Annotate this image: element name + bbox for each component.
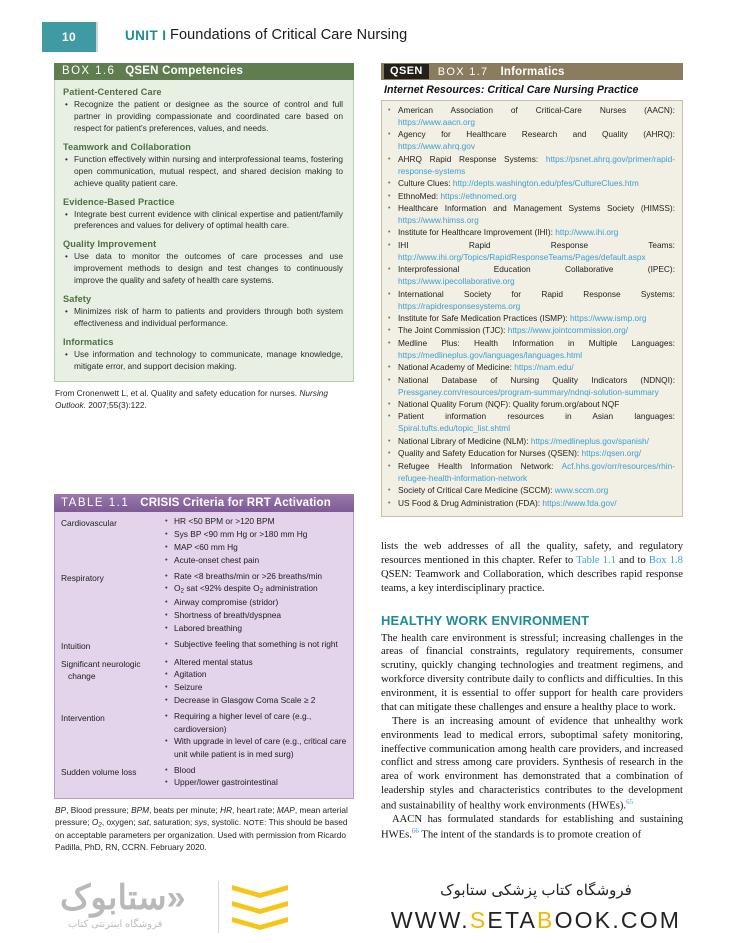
bullet-text: Minimizes risk of harm to patients and providers through both system effectiveness and individual performance. — [74, 306, 343, 329]
resource-label: National Library of Medicine (NLM): — [398, 435, 531, 446]
table-row-label: Respiratory — [61, 572, 104, 583]
box-1-6-section-heading: Evidence-Based Practice — [63, 196, 175, 207]
box-1-7-title: Informatics — [500, 65, 565, 78]
table-row-label: Intervention — [61, 713, 105, 724]
footnote-note-label: NOTE: — [243, 818, 267, 828]
resource-label: Interprofessional Education Collaborative (IPEC): — [398, 264, 675, 275]
page-number: 10 — [42, 22, 96, 52]
criteria-text: With upgrade in level of care (e.g., critical care unit while patient is in med surg) — [174, 736, 347, 759]
resource-label: National Academy of Medicine: — [398, 362, 515, 373]
section-heading-healthy-work-environment: HEALTHY WORK ENVIRONMENT — [381, 612, 590, 628]
resource-label: Medline Plus: Health Information in Multiple Languages: — [398, 337, 675, 348]
box-1-6-bullet — [65, 306, 343, 330]
source-journal: Nursing Outlook. — [55, 388, 329, 411]
criteria-text: Upper/lower gastrointestinal — [174, 777, 278, 788]
resource-text — [398, 289, 675, 313]
box-1-6-source — [55, 387, 355, 411]
page-header — [0, 22, 737, 52]
criteria-text: Seizure — [174, 682, 203, 693]
resource-list-item — [388, 362, 675, 374]
resource-text — [398, 325, 675, 337]
criteria-item — [165, 694, 347, 707]
resource-list-item — [388, 485, 675, 497]
bullet-marker-icon: • — [388, 327, 391, 335]
resource-label: EthnoMed: — [398, 190, 441, 201]
resource-label: Healthcare Information and Management Systems Society (HIMSS): — [398, 203, 675, 213]
para1-part-b: and to — [615, 554, 649, 566]
resource-list-item — [388, 375, 675, 399]
resource-text — [398, 240, 675, 264]
resource-text — [398, 105, 675, 129]
resource-list-item — [388, 203, 675, 227]
footer-watermark — [0, 871, 737, 943]
para4-text-a: AACN has formulated standards for establishing and sustaining HWEs. — [381, 814, 683, 841]
criteria-text: $O_2$ sat <92% despite $O_2$ administration — [174, 583, 318, 595]
criteria-text: Airway compromise (stridor) — [174, 597, 279, 608]
bullet-marker-icon: • — [165, 610, 168, 620]
resource-label: AHRQ Rapid Response Systems: — [398, 153, 546, 164]
footnote-note: This should be based on acceptable parameters per organization. — [55, 817, 348, 841]
resource-label: Culture Clues: — [398, 178, 453, 189]
source-text-b: 2007;55(3):122. — [85, 400, 147, 411]
box-1-6-body — [54, 80, 354, 382]
table-row-criteria — [165, 638, 347, 653]
bullet-text: Use information and technology to communicate, manage knowledge, mitigate error, and support decision making. — [74, 348, 343, 371]
bullet-marker-icon: • — [165, 682, 168, 692]
bullet-marker-icon: • — [388, 241, 391, 249]
table-1-1-title: CRISIS Criteria for RRT Activation — [140, 497, 331, 509]
chevron-icon-2 — [232, 901, 288, 914]
criteria-item — [165, 710, 347, 735]
resource-list-item — [388, 129, 675, 153]
source-text-a: From Cronenwett L, et al. Quality and safety education for nurses. — [55, 388, 300, 398]
box-1-6-section-heading: Safety — [63, 294, 92, 305]
paragraph-resources — [381, 540, 683, 596]
bullet-marker-icon: • — [165, 583, 168, 593]
box-1-6-bullet — [65, 99, 343, 135]
criteria-item — [165, 609, 347, 622]
resource-text — [398, 448, 675, 460]
resource-list-item — [388, 498, 675, 510]
resource-url-link[interactable]: http://depts.washington.edu/pfes/CultureClues.htm — [452, 178, 639, 189]
criteria-text: Sys BP <90 mm Hg or >180 mm Hg — [174, 528, 308, 539]
bullet-marker-icon: • — [165, 669, 168, 679]
bullet-marker-icon: • — [388, 229, 391, 237]
bullet-marker-icon: • — [165, 764, 168, 774]
resource-label: IHI Rapid Response Teams: — [398, 239, 675, 250]
table-row-label: Sudden volume loss — [61, 766, 137, 777]
bullet-marker-icon: • — [165, 541, 168, 551]
resource-list-item — [388, 191, 675, 203]
table-row — [61, 764, 347, 790]
url-letter-s: S — [469, 907, 488, 933]
bullet-marker-icon: • — [165, 597, 168, 607]
bullet-marker-icon: • — [65, 252, 68, 262]
logo-wordmark-text: ستابوک — [60, 879, 167, 917]
resource-url-link[interactable]: https://nam.edu/ — [514, 362, 574, 373]
resource-list-item — [388, 105, 675, 129]
bullet-marker-icon: • — [388, 290, 391, 298]
bullet-marker-icon: • — [388, 107, 391, 114]
bullet-marker-icon: • — [388, 450, 391, 458]
unit-label: UNIT I — [125, 28, 167, 43]
resource-text — [398, 411, 675, 435]
bullet-marker-icon: • — [65, 307, 68, 317]
criteria-item — [165, 764, 347, 777]
box-1-6-section-heading: Informatics — [63, 336, 114, 347]
resource-label: Patient information resources in Asian languages: — [398, 411, 675, 422]
bullet-marker-icon: • — [165, 623, 168, 633]
bullet-marker-icon: • — [388, 487, 391, 495]
criteria-item — [165, 528, 347, 541]
resource-url-link[interactable]: https://www.ahrq.gov — [398, 141, 476, 152]
paragraph-aacn-standards — [381, 813, 683, 842]
resource-list-item — [388, 325, 675, 337]
resource-url-link[interactable]: https://www.fda.gov/ — [542, 497, 617, 508]
para1-part-a: lists the web addresses of all the quality, safety, and regulatory resources mentioned in this chapter. Refer to — [381, 541, 683, 566]
bullet-text: Integrate best current evidence with clinical expertise and patient/family preferences and values for delivery of optimal health care. — [74, 208, 343, 231]
criteria-text: Agitation — [174, 669, 207, 680]
bullet-marker-icon: • — [165, 638, 168, 648]
criteria-item — [165, 515, 347, 528]
resource-text — [398, 154, 675, 178]
bullet-marker-icon: • — [388, 413, 391, 421]
resource-text — [398, 436, 675, 448]
bullet-marker-icon: • — [388, 339, 391, 347]
criteria-item — [165, 541, 347, 554]
resource-list-item — [388, 461, 675, 485]
bullet-marker-icon: • — [388, 155, 391, 163]
criteria-text: Labored breathing — [174, 623, 242, 634]
resource-url-link[interactable]: www.sccm.org — [554, 485, 609, 496]
resource-text — [398, 203, 675, 227]
resource-text — [398, 191, 675, 203]
criteria-item — [165, 622, 347, 635]
table-1-1-header — [54, 494, 354, 512]
bullet-marker-icon: • — [165, 777, 168, 787]
bullet-marker-icon: • — [388, 131, 391, 139]
resource-list-item — [388, 289, 675, 313]
footer-branding — [371, 879, 701, 934]
bullet-marker-icon: • — [165, 695, 168, 705]
bullet-marker-icon: • — [388, 266, 391, 274]
footer-url[interactable] — [371, 907, 701, 934]
resource-url-link[interactable]: https://www.jointcommission.org/ — [507, 325, 629, 336]
url-part-1: WWW. — [390, 907, 470, 933]
box-1-7-subtitle: Internet Resources: Critical Care Nursing Practice — [384, 84, 639, 96]
resource-label: Quality and Safety Education for Nurses (QSEN): — [398, 448, 582, 459]
criteria-text: Rate <8 breaths/min or >26 breaths/min — [174, 570, 323, 581]
criteria-text: Acute-onset chest pain — [174, 554, 260, 565]
table-row-label: Cardiovascular — [61, 518, 117, 528]
table-row — [61, 570, 347, 635]
bullet-marker-icon: • — [388, 401, 391, 408]
resource-label: The Joint Commission (TJC): — [398, 325, 508, 336]
xref-table-1-1[interactable]: Table 1.1 — [576, 554, 616, 566]
resource-label: National Quality Forum (NQF): Quality forum.org/about NQF — [398, 399, 620, 409]
table-row — [61, 710, 347, 760]
criteria-text: HR <50 BPM or >120 BPM — [174, 516, 275, 526]
logo-divider — [218, 881, 219, 933]
resource-list-item — [388, 411, 675, 435]
criteria-item — [165, 554, 347, 567]
table-row-criteria — [165, 515, 347, 567]
table-1-1-body — [54, 512, 354, 799]
resource-text — [398, 362, 675, 374]
table-row-criteria — [165, 764, 347, 790]
resource-url-link[interactable]: Pressganey.com/resources/program-summary/ndnqi-solution-summary — [398, 386, 659, 397]
bullet-marker-icon: • — [165, 736, 168, 746]
footer-tagline: فروشگاه کتاب پزشکی ستابوک — [440, 882, 632, 899]
resource-url-link[interactable]: https://rapidresponsesystems.org — [398, 300, 521, 311]
resource-text — [398, 461, 675, 485]
bullet-text: Recognize the patient or designee as the source of control and full partner in providing compassionate and coordinated care based on respect for patient's preferences, values, and needs. — [74, 99, 343, 133]
resource-url-link[interactable]: https://www.aacn.org — [398, 116, 476, 127]
paragraph-hwe-intro: The health care environment is stressful; increasing challenges in the areas of financial constraints, regulatory requirements, consumer scrutiny, quickly changing technologies and treatment regimens, and workforce diversity contribute daily to conflicts and difficulties. In this environment, it is essential to offer support for health care providers that can mitigate these challenges and ensure a healthy place to work. — [381, 632, 683, 713]
resource-url-link[interactable]: https://medlineplus.gov/languages/languages.html — [398, 349, 583, 360]
resource-list-item — [388, 264, 675, 288]
criteria-item — [165, 776, 347, 789]
box-1-6-bullet — [65, 349, 343, 373]
bullet-marker-icon: • — [388, 180, 391, 188]
resource-text — [398, 227, 675, 239]
bullet-marker-icon: • — [165, 570, 168, 580]
chevron-icon-3 — [232, 917, 288, 930]
bullet-marker-icon: • — [388, 314, 391, 322]
resource-list-item — [388, 436, 675, 448]
url-letter-b: B — [537, 907, 555, 933]
resource-url-link[interactable]: http://www.ihi.org — [555, 227, 619, 238]
resource-url-link[interactable]: Acf.hhs.gov/orr/resources/rhin-refugee-health-information-network — [398, 460, 675, 483]
para3-text: There is an increasing amount of evidence that unhealthy work environments lead to medical errors, suboptimal safety monitoring, ineffective communication among health care providers, and increased conflict and stress among care providers. Synthesis of research in the area of work environment has demonstrated that a combination of leadership styles and characteristics contributes to the development and sustainability of healthy work environments (HWEs). — [381, 715, 683, 812]
resource-url-link[interactable]: https://www.himss.org — [398, 214, 479, 225]
resource-text — [398, 129, 675, 153]
criteria-item — [165, 582, 347, 596]
resource-list-item — [388, 154, 675, 178]
bullet-marker-icon: • — [165, 554, 168, 564]
resource-label: US Food & Drug Administration (FDA): — [398, 497, 543, 508]
criteria-text: Decrease in Glasgow Coma Scale ≥ 2 — [174, 695, 316, 706]
bullet-marker-icon: • — [165, 711, 168, 721]
bullet-marker-icon: • — [65, 209, 68, 219]
criteria-item — [165, 638, 347, 651]
resource-url-link[interactable]: https://www.ismp.org — [570, 312, 647, 323]
resource-list-item — [388, 338, 675, 362]
xref-box-1-8[interactable]: Box 1.8 — [648, 554, 683, 566]
resource-text — [398, 375, 675, 399]
criteria-item — [165, 735, 347, 760]
resource-url-link[interactable]: Spiral.tufts.edu/topic_list.shtml — [398, 423, 511, 434]
resource-url-link[interactable]: https://medlineplus.gov/spanish/ — [530, 435, 649, 446]
footnote-ref-65[interactable]: 65 — [626, 798, 634, 806]
criteria-text: Requiring a higher level of care (e.g., cardioversion) — [174, 711, 312, 734]
bullet-marker-icon: • — [388, 499, 391, 507]
resource-text — [398, 399, 675, 411]
criteria-text: Shortness of breath/dyspnea — [174, 610, 282, 621]
criteria-item — [165, 570, 347, 583]
url-part-3: OOK.COM — [554, 907, 682, 933]
resource-list-item — [388, 240, 675, 264]
resource-label: Institute for Safe Medication Practices (ISMP): — [398, 312, 570, 323]
table-row-label: Intuition — [61, 640, 91, 651]
bullet-marker-icon: • — [65, 100, 68, 109]
box-1-7-header — [381, 63, 683, 80]
criteria-item — [165, 681, 347, 694]
resource-label: National Database of Nursing Quality Indicators (NDNQI): — [398, 374, 675, 385]
criteria-text: MAP <60 mm Hg — [174, 541, 238, 552]
resource-label: Agency for Healthcare Research and Quality (AHRQ): — [398, 129, 675, 140]
resource-label: Institute for Healthcare Improvement (IHI): — [398, 227, 556, 238]
box-1-7-number: BOX 1.7 — [437, 65, 489, 78]
box-1-6 — [54, 63, 354, 382]
para4-text-b: The intent of the standards is to promote creation of — [418, 829, 642, 841]
box-1-6-bullet — [65, 209, 343, 233]
table-1-1-number: TABLE 1.1 — [61, 497, 130, 509]
box-1-6-header — [54, 63, 354, 80]
resource-url-link[interactable]: http://www.ihi.org/Topics/RapidResponseTeams/Pages/default.aspx — [398, 251, 646, 262]
bullet-marker-icon: • — [388, 376, 391, 384]
bullet-marker-icon: • — [388, 205, 391, 212]
criteria-text: Blood — [174, 764, 196, 775]
resource-label: International Society for Rapid Response Systems: — [398, 288, 675, 299]
box-1-7 — [381, 63, 683, 517]
box-1-6-section-heading: Quality Improvement — [63, 239, 157, 250]
resource-list-item — [388, 448, 675, 460]
resource-url-link[interactable]: https://ethnomed.org — [440, 190, 517, 201]
table-row-criteria — [165, 570, 347, 635]
table-row — [61, 515, 347, 567]
resource-url-link[interactable]: https://www.ipecollaborative.org — [398, 276, 515, 287]
bullet-marker-icon: • — [65, 154, 68, 164]
bullet-marker-icon: • — [165, 656, 168, 666]
resource-text — [398, 264, 675, 288]
resource-list-item — [388, 399, 675, 411]
resource-label: Refugee Health Information Network: — [398, 460, 562, 471]
setabook-logo — [60, 877, 300, 939]
box-1-6-title: QSEN Competencies — [125, 65, 244, 77]
bullet-marker-icon: • — [388, 462, 391, 470]
resource-text — [398, 178, 675, 190]
resource-url-link[interactable]: https://qsen.org/ — [581, 448, 642, 459]
footnote-permission: Used with permission from Ricardo Padilla, PhD, RN, CCRN. February 2020. — [55, 830, 347, 853]
criteria-item — [165, 656, 347, 669]
logo-subtitle: فروشگاه اینترنتی کتاب — [68, 919, 163, 930]
table-row — [61, 656, 347, 708]
right-column-text — [381, 540, 683, 843]
bullet-text: Function effectively within nursing and interprofessional teams, fostering open communication, mutual respect, and shared decision making to achieve quality patient care. — [74, 153, 343, 188]
box-1-6-bullet — [65, 154, 343, 190]
resource-label: Society of Critical Care Medicine (SCCM): — [398, 485, 555, 496]
criteria-item — [165, 596, 347, 609]
table-1-1 — [54, 494, 354, 799]
url-part-2: ETA — [487, 907, 538, 933]
box-1-6-section-heading: Patient-Centered Care — [63, 87, 162, 97]
table-row-criteria — [165, 710, 347, 760]
unit-title: Foundations of Critical Care Nursing — [170, 27, 408, 43]
box-1-6-bullet — [65, 251, 343, 287]
chevron-icon-1 — [232, 885, 288, 898]
resource-text — [398, 313, 675, 325]
table-row-criteria — [165, 656, 347, 708]
resource-text — [398, 485, 675, 497]
box-1-6-number: BOX 1.6 — [62, 65, 116, 77]
resource-text — [398, 498, 675, 510]
criteria-text: Altered mental status — [174, 656, 253, 667]
table-row — [61, 638, 347, 653]
resource-list-item — [388, 313, 675, 325]
resource-text — [398, 338, 675, 362]
bullet-marker-icon: • — [388, 364, 391, 372]
resource-url-link[interactable]: https://psnet.ahrq.gov/primer/rapid-response-systems — [398, 153, 675, 176]
footnote-abbreviations: BP, Blood pressure; BPM, beats per minute; HR, heart rate; MAP, mean arterial pressure; $O_2$, oxygen; sat, saturation; sys, systolic. — [55, 805, 348, 829]
bullet-marker-icon: • — [165, 528, 168, 538]
resource-list-item — [388, 227, 675, 239]
footnote-ref-66[interactable]: 66 — [411, 827, 419, 836]
resource-list-item — [388, 178, 675, 190]
para1-part-c: QSEN: Teamwork and Collaboration, which describes rapid response teams, a key interdisciplinary practice. — [381, 568, 683, 594]
bullet-marker-icon: • — [388, 192, 391, 200]
table-row-label: Significant neurologic change — [61, 658, 141, 682]
criteria-text: Subjective feeling that something is not right — [174, 638, 338, 649]
paragraph-hwe-evidence — [381, 715, 683, 814]
bullet-marker-icon: • — [165, 516, 168, 525]
bullet-marker-icon: • — [65, 349, 68, 359]
box-1-6-section-heading: Teamwork and Collaboration — [63, 141, 192, 152]
box-1-7-resource-list — [381, 100, 683, 517]
resource-label: American Association of Critical-Care Nurses (AACN): — [398, 105, 675, 115]
bullet-text: Use data to monitor the outcomes of care processes and use improvement methods to design and test changes to continuously improve the quality and safety of health care systems. — [74, 251, 343, 286]
bullet-marker-icon: • — [388, 437, 391, 445]
qsen-badge: QSEN — [384, 64, 429, 79]
criteria-item — [165, 668, 347, 681]
logo-wordmark: «ستابوک — [60, 879, 186, 917]
table-1-1-footnote — [55, 804, 355, 853]
